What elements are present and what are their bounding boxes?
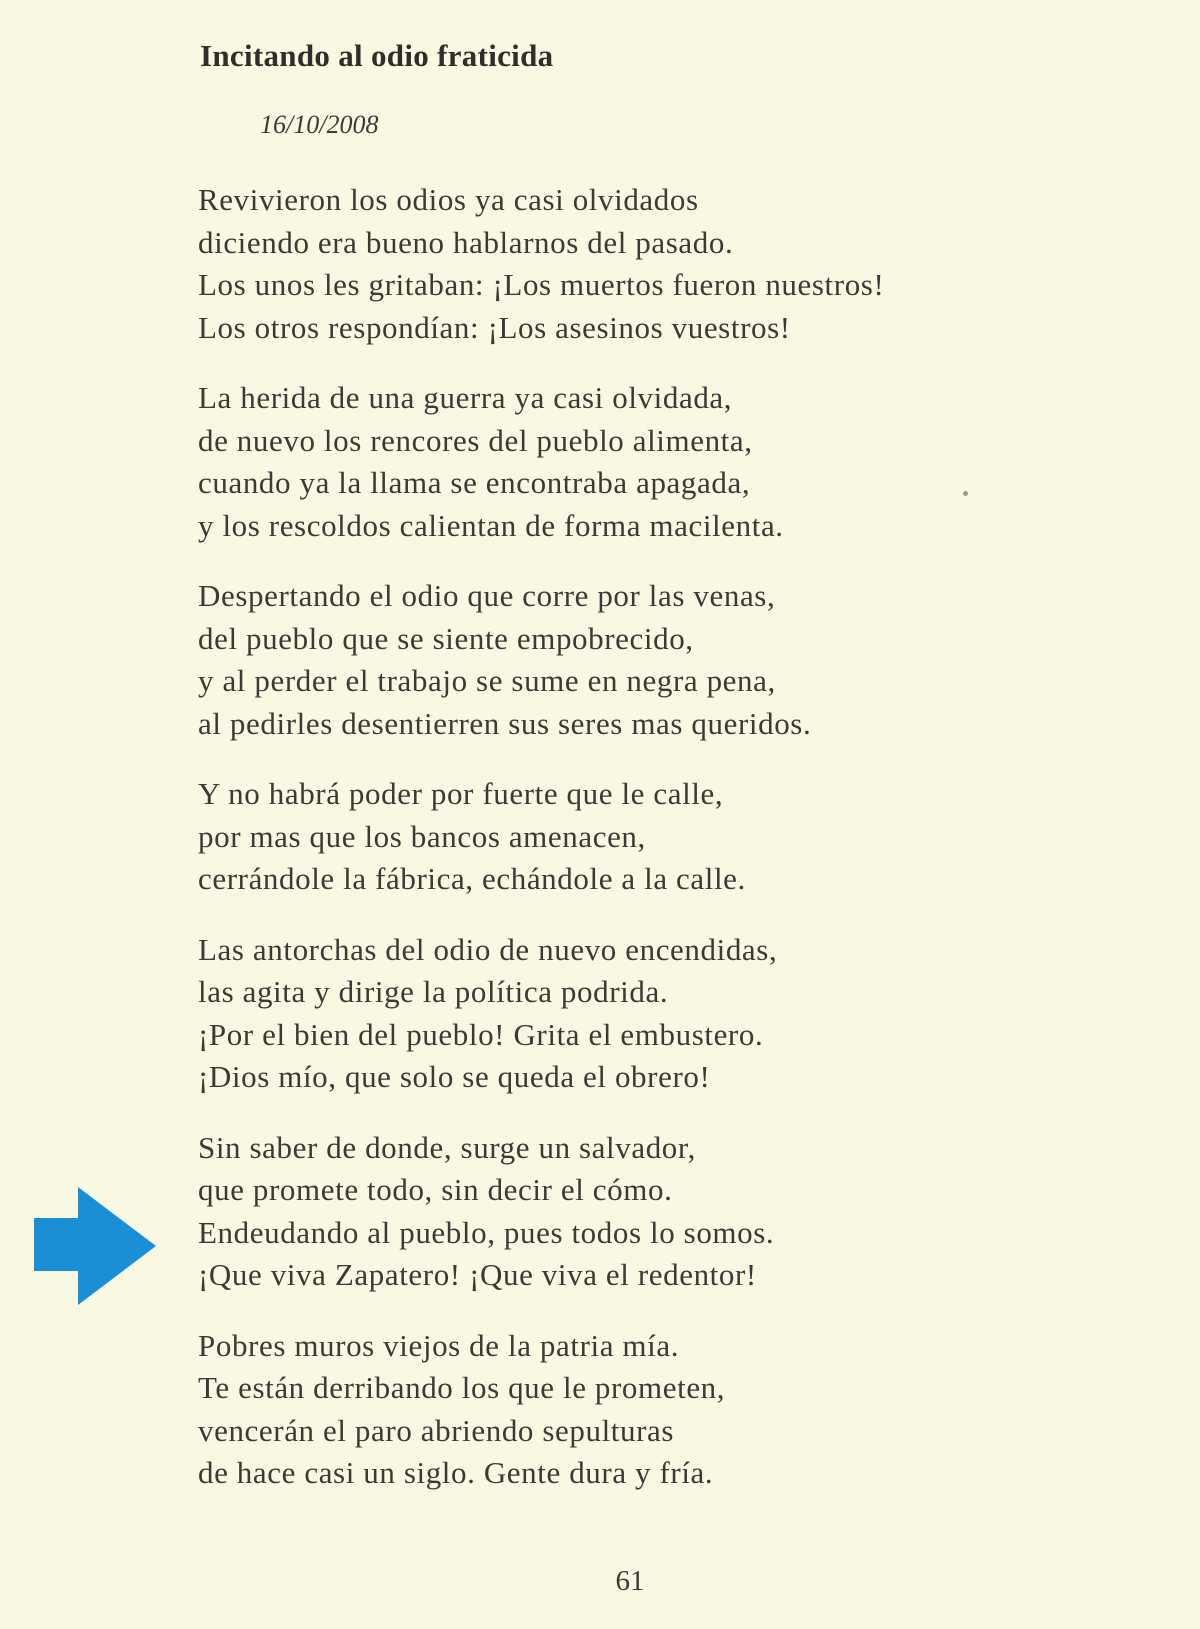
- stanza-6: [198, 1127, 1098, 1297]
- poem-line: de hace casi un siglo. Gente dura y fría.: [198, 1455, 714, 1490]
- poem-line: ¡Por el bien del pueblo! Grita el embustero.: [198, 1016, 764, 1052]
- stanza-7: [198, 1325, 1098, 1495]
- poem-line: Endeudando al pueblo, pues todos lo somos.: [198, 1214, 775, 1250]
- arrow-shape: [34, 1187, 156, 1305]
- poem-line: y al perder el trabajo se sume en negra pena,: [198, 663, 776, 698]
- poem-line: Despertando el odio que corre por las venas,: [198, 578, 776, 613]
- poem-line: al pedirles desentierren sus seres mas queridos.: [198, 705, 812, 741]
- stanza-1: [198, 179, 1098, 349]
- poem-line: Los unos les gritaban: ¡Los muertos fueron nuestros!: [198, 267, 885, 302]
- poem-line: Te están derribando los que le prometen,: [198, 1370, 726, 1405]
- poem-line: que promete todo, sin decir el cómo.: [198, 1172, 673, 1207]
- poem-line: vencerán el paro abriendo sepulturas: [198, 1412, 675, 1448]
- poem-line: Los otros respondían: ¡Los asesinos vuestros!: [198, 309, 791, 345]
- stanza-3: [198, 575, 1098, 745]
- poem-line: y los rescoldos calientan de forma macilenta.: [198, 507, 784, 543]
- poem-date: 16/10/2008: [260, 110, 379, 139]
- poem-line: las agita y dirige la política podrida.: [198, 974, 669, 1009]
- poem-line: Las antorchas del odio de nuevo encendidas,: [198, 931, 778, 967]
- poem-line: Pobres muros viejos de la patria mía.: [198, 1327, 680, 1363]
- stanza-4: [198, 773, 1098, 901]
- stanza-5: [198, 929, 1098, 1099]
- poem-line: de nuevo los rencores del pueblo alimenta,: [198, 422, 753, 458]
- poem-line: del pueblo que se siente empobrecido,: [198, 620, 694, 656]
- poem-line: Sin saber de donde, surge un salvador,: [198, 1129, 696, 1165]
- arrow-right-icon: [34, 1187, 156, 1305]
- page-number: 61: [615, 1565, 645, 1597]
- poem-line: cerrándole la fábrica, echándole a la calle.: [198, 861, 746, 896]
- poem-line: por mas que los bancos amenacen,: [198, 818, 646, 854]
- poem-line: Revivieron los odios ya casi olvidados: [198, 182, 699, 217]
- print-speck: [963, 491, 968, 496]
- poem-line: diciendo era bueno hablarnos del pasado.: [198, 224, 734, 260]
- poem-title: Incitando al odio fraticida: [200, 38, 554, 73]
- poem-body: [198, 179, 1098, 1523]
- poem-line: ¡Dios mío, que solo se queda el obrero!: [198, 1059, 711, 1094]
- poem-line: Y no habrá poder por fuerte que le calle,: [198, 776, 724, 811]
- poem-line: ¡Que viva Zapatero! ¡Que viva el redentor!: [198, 1257, 757, 1292]
- stanza-2: [198, 377, 1098, 547]
- poem-line: cuando ya la llama se encontraba apagada,: [198, 465, 751, 500]
- poem-line: La herida de una guerra ya casi olvidada,: [198, 380, 733, 415]
